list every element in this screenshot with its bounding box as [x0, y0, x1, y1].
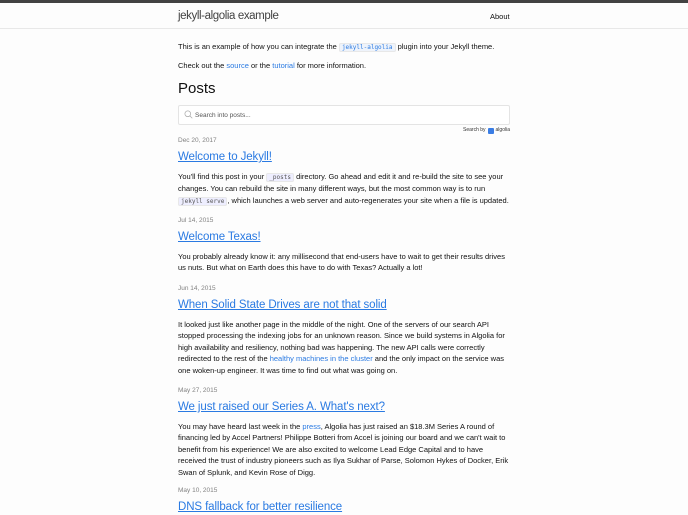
posts-dir-code: _posts	[266, 173, 294, 182]
post-excerpt	[178, 171, 510, 207]
intro-text: or the	[248, 61, 273, 70]
intro-paragraph	[178, 41, 494, 52]
post-item	[178, 216, 510, 274]
search-icon	[184, 110, 193, 119]
post-excerpt: You probably already know it: any millisecond that end-users have to wait to get their results drives us nuts. But what on Earth does this have to do with Texas? Actually a lot!	[178, 252, 505, 273]
post-title-link[interactable]: We just raised our Series A. What's next?	[178, 401, 385, 413]
intro-text: Check out the	[178, 61, 227, 70]
post-item	[178, 386, 510, 478]
post-date: May 10, 2015	[178, 487, 218, 494]
algolia-label: algolia	[495, 127, 510, 133]
post-date: Dec 20, 2017	[178, 137, 217, 144]
post-excerpt	[178, 421, 510, 478]
excerpt-text: You may have heard last week in the	[178, 422, 303, 431]
post-title-link[interactable]: Welcome to Jekyll!	[178, 151, 272, 163]
excerpt-text: and the only impact on the service was one woken-up engineer. It was time to find out what was going on.	[178, 354, 505, 375]
source-link[interactable]: source	[226, 61, 249, 70]
intro-links-paragraph	[178, 60, 366, 71]
post-item	[178, 136, 510, 207]
intro-text: for more information.	[294, 61, 367, 70]
intro-text: plugin into your Jekyll theme.	[395, 42, 495, 51]
healthy-machines-link[interactable]: healthy machines in the cluster	[269, 354, 373, 364]
excerpt-text: , Algolia has just raised an $18.3M Series A round of financing led by Accel Partners! Philippe Botteri from Accel is joining our board and we can't wait to benefit from his experience! We are also excited to welcome Lead Edge Capital and to have received the trust of industry pioneers such as Ilya Sukhar of Parse, Solomon Hykes of Docker, Erik Swan of Splunk, and Kevin Rose of Digg.	[178, 422, 509, 477]
post-date: Jul 14, 2015	[178, 217, 214, 224]
algolia-logo-icon	[488, 128, 494, 134]
search-box[interactable]	[178, 105, 510, 125]
excerpt-text: directory. Go ahead and edit it and re-build the site to see your changes. You can rebuild the site in many different ways, but the most common way is to run	[178, 172, 504, 194]
post-date: Jun 14, 2015	[178, 285, 216, 292]
post-date: May 27, 2015	[178, 387, 218, 394]
search-by-algolia[interactable]	[463, 127, 510, 135]
excerpt-text: You'll find this post in your	[178, 172, 267, 181]
post-excerpt	[178, 319, 510, 376]
post-item	[178, 284, 510, 376]
site-title-link[interactable]: jekyll-algolia example	[178, 10, 279, 22]
post-title-link[interactable]: DNS fallback for better resilience	[178, 501, 343, 513]
posts-heading: Posts	[178, 80, 216, 97]
post-title-link[interactable]: Welcome Texas!	[178, 231, 261, 243]
jekyll-serve-code: jekyll serve	[178, 197, 227, 206]
search-input[interactable]	[195, 108, 495, 123]
plugin-name-code: jekyll-algolia	[339, 43, 396, 52]
intro-text: This is an example of how you can integrate the	[178, 42, 339, 51]
excerpt-text: It looked just like another page in the middle of the night. One of the servers of our search API stopped processing the indexing jobs for an unknown reason. Since we build systems in Algolia for high availability and resiliency, nothing bad was happening. The new API calls were correctly redirected to the rest of the	[178, 320, 505, 364]
post-title-link[interactable]: When Solid State Drives are not that solid	[178, 299, 387, 311]
post-item	[178, 486, 510, 515]
tutorial-link[interactable]: tutorial	[272, 61, 295, 70]
nav-link-about[interactable]: About	[490, 12, 510, 21]
site-header	[0, 3, 688, 29]
press-link[interactable]: press	[302, 422, 321, 431]
search-by-label: Search by	[463, 127, 486, 133]
excerpt-text: , which launches a web server and auto-regenerates your site when a file is updated.	[227, 195, 509, 205]
